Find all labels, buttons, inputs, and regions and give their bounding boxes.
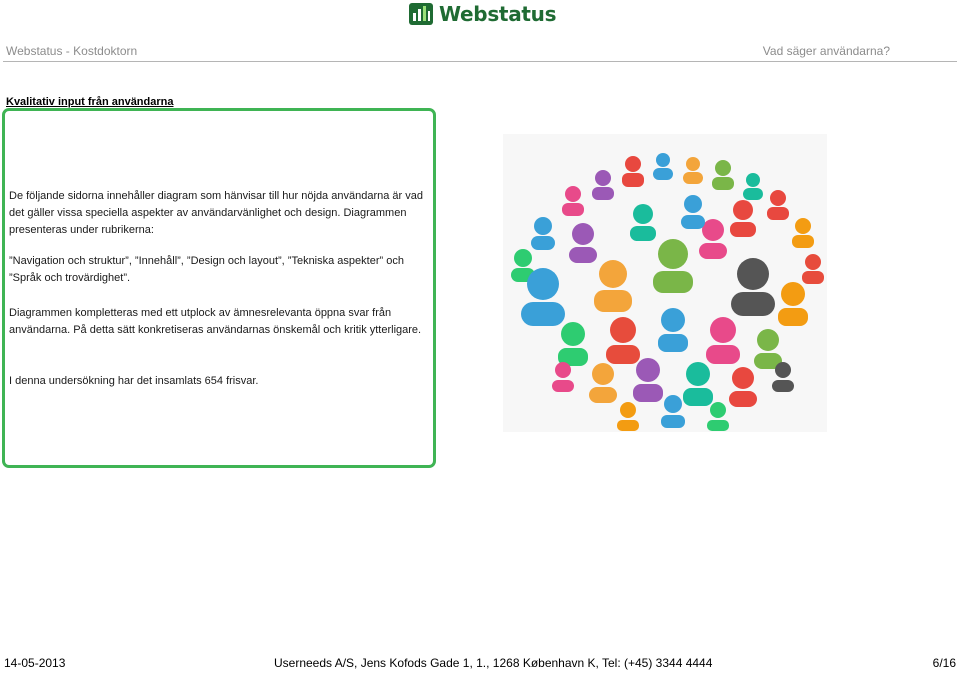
logo-wordmark: Webstatus [439, 2, 557, 26]
intro-text-box [2, 108, 436, 468]
people-crowd-icon [503, 134, 827, 432]
supplement-paragraph: Diagrammen kompletteras med ett utplock av ämnesrelevanta öppna svar från användarna. På detta sätt konkretiseras användarnas önskemål och kritik ytterligare. [9, 307, 422, 336]
header-section-title: Vad säger användarna? [762, 44, 890, 58]
header-divider [3, 61, 957, 62]
footer-address: Userneeds A/S, Jens Kofods Gade 1, 1., 1268 København K, Tel: (+45) 3344 4444 [274, 656, 713, 670]
header-site-title: Webstatus - Kostdoktorn [6, 44, 138, 58]
categories-paragraph: ”Navigation och struktur”, ”Innehåll”, ”Design och layout”, ”Tekniska aspekter” och ”Språk och trovärdighet”. [9, 255, 404, 284]
response-count-paragraph: I denna undersökning har det insamlats 654 frisvar. [9, 375, 259, 387]
section-title: Kvalitativ input från användarna [6, 96, 174, 108]
webstatus-logo [409, 2, 556, 26]
person-avatars [511, 153, 824, 431]
footer-date: 14-05-2013 [4, 656, 66, 670]
footer-page-number: 6/16 [932, 656, 956, 670]
webstatus-logo-icon [409, 3, 433, 25]
intro-paragraph: De följande sidorna innehåller diagram som hänvisar till hur nöjda användarna är vad det gäller vissa speciella aspekter av användarvänlighet och design. Diagrammen presenteras under rubrikerna: [9, 190, 423, 236]
